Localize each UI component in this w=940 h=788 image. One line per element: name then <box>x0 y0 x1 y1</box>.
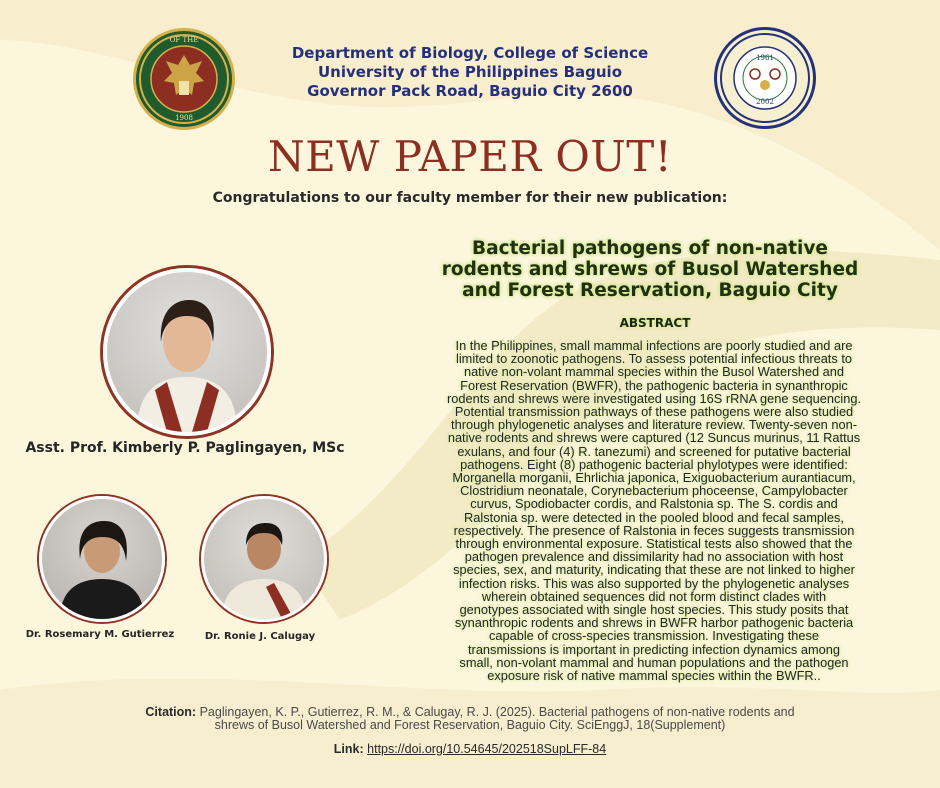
abstract-line: native non-volant mammal species within the Busol Watershed and <box>463 364 845 380</box>
seal-arc-top: OF THE <box>169 36 199 44</box>
abstract-line: limited to zoonotic pathogens. To assess potential infectious threats to <box>456 351 852 367</box>
citation-label: Citation: <box>145 705 197 719</box>
abstract-line: native rodents and shrews were captured (12 Suncus murinus, 11 Rattus <box>447 430 861 446</box>
abstract-line: Clostridium neonatale, Corynebacterium phoceense, Campylobacter <box>460 483 848 499</box>
header-line-department: Department of Biology, College of Science <box>291 44 649 62</box>
abstract-line: transmissions is important in predicting infection dynamics among <box>468 641 840 657</box>
citation-line: shrews of Busol Watershed and Forest Reservation, Baguio City. SciEnggJ, 18(Supplement) <box>214 718 726 732</box>
abstract-line: respectively. The presence of Ralstonia in feces suggests transmission <box>453 522 855 538</box>
abstract-line: through environmental exposure. Statistical tests also showed that the <box>455 536 853 552</box>
abstract-line: Ralstonia sp. were detected in the pooled blood and fecal samples, <box>464 509 844 525</box>
seal-year: 1908 <box>175 114 193 122</box>
person-silhouette-icon <box>204 499 324 619</box>
abstract-line: genotypes associated with single host species. This study posits that <box>459 602 849 618</box>
link-row <box>0 742 940 756</box>
coauthor-name-left: Dr. Rosemary M. Gutierrez <box>25 629 175 640</box>
portrait-right <box>201 496 327 622</box>
abstract-body <box>400 339 908 682</box>
abstract-line: capable of cross-species transmission. Investigating these <box>488 628 820 644</box>
header-line-address: Governor Pack Road, Baguio City 2600 <box>307 82 633 100</box>
coauthor-name-right: Dr. Ronie J. Calugay <box>204 631 316 642</box>
abstract-line: infection risks. This was also supported by the phylogenetic analyses <box>458 575 850 591</box>
cos-seal-graphic <box>717 30 813 126</box>
abstract-line: through phylogenetic analyses and literature review. Twenty-seven non- <box>451 417 857 433</box>
abstract-line: Morganella morganii, Ehrlichia japonica, Exiguobacterium aurantiacum, <box>452 470 856 486</box>
congratulations-text: Congratulations to our faculty member for their new publication: <box>212 190 728 206</box>
paper-title <box>430 238 870 301</box>
header-line-university: University of the Philippines Baguio <box>317 63 623 81</box>
abstract-line: species, sex, and maturity, indicating that these are not linked to higher <box>453 562 855 578</box>
abstract-line: curvus, Spodiobacter cordis, and Ralstonia sp. The S. cordis and <box>470 496 838 512</box>
citation <box>100 706 840 732</box>
college-of-science-seal-icon <box>714 27 816 129</box>
background-wave-bottom <box>0 679 940 788</box>
abstract-line: rodents and shrews were investigated using 16S rRNA gene sequencing. <box>446 390 862 406</box>
link-label: Link: <box>333 742 364 756</box>
person-silhouette-icon <box>42 499 162 619</box>
abstract-line: pathogen prevalence and dissimilarity had no association with host <box>464 549 844 565</box>
up-seal-graphic <box>136 31 232 127</box>
paper-title-line: rodents and shrews of Busol Watershed <box>441 259 859 280</box>
seal-year-bottom: 2002 <box>756 98 774 106</box>
abstract-line: Potential transmission pathways of these pathogens were also studied <box>454 404 854 420</box>
paper-title-line: Bacterial pathogens of non-native <box>472 238 828 259</box>
department-header <box>260 44 680 101</box>
headline: NEW PAPER OUT! <box>267 132 673 181</box>
portrait-left <box>39 496 165 622</box>
seal-year-top: 1961 <box>756 54 774 62</box>
abstract-line: wherein obtained sequences did not form distinct clades with <box>481 588 827 604</box>
abstract-line: In the Philippines, small mammal infections are poorly studied and are <box>455 338 853 353</box>
citation-text: Paglingayen, K. P., Gutierrez, R. M., & Calugay, R. J. (2025). Bacterial pathogens of non-native rodents and <box>199 705 795 719</box>
abstract-line: small, non-volant mammal and human populations and the pathogen <box>459 654 849 670</box>
abstract-line: exulans, and four (4) R. tanezumi) and screened for putative bacterial <box>457 443 851 459</box>
doi-link[interactable]: https://doi.org/10.54645/202518SupLFF-84 <box>367 742 607 756</box>
person-silhouette-icon <box>107 272 267 432</box>
abstract-line: synanthropic rodents and shrews in BWFR harbor pathogenic bacteria <box>454 615 854 631</box>
up-seal-icon <box>133 28 235 130</box>
portrait-main <box>103 268 271 436</box>
abstract-line: pathogens. Eight (8) pathogenic bacterial phylotypes were identified: <box>460 456 848 472</box>
main-author-name: Asst. Prof. Kimberly P. Paglingayen, MSc <box>25 440 345 456</box>
abstract-heading: ABSTRACT <box>619 316 691 330</box>
paper-title-line: and Forest Reservation, Baguio City <box>462 280 838 301</box>
abstract-line: exposure risk of native mammal species within the BWFR.. <box>487 668 821 684</box>
abstract-line: Forest Reservation (BWFR), the pathogenic bacteria in synanthropic <box>460 377 848 393</box>
